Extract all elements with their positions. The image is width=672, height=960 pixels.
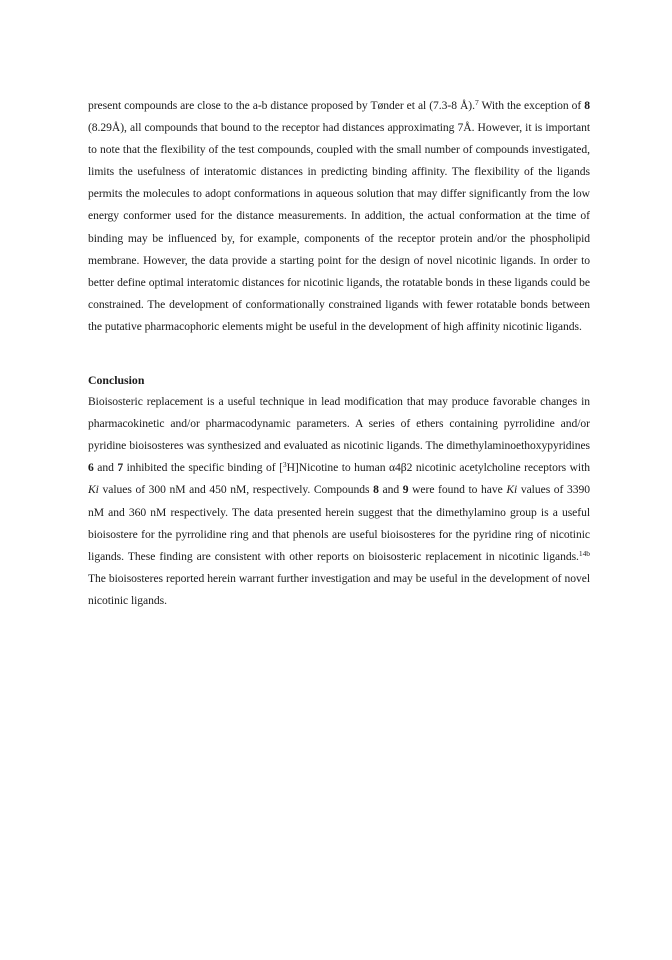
compound-8-label-conclusion: 8 (373, 483, 379, 497)
discussion-text-2b: (8.29Å), all compounds that bound to the receptor had distances approximating 7Å. However, it is important to note that the flexibility of the test compounds, coupled with the small number of compounds investigated, limits the usefulness of interatomic distances in predicting binding affinity. The flexibility of the ligands permits the molecules to adopt conformations in aqueous solution that may differ significantly from the low energy conformer used for the distance measurements. In addition, the actual conformation at the time of binding may be influenced by, for example, components of the receptor protein and/or the phospholipid membrane. However, the data provide a starting point for the design of novel nicotinic ligands. In order to better define optimal interatomic distances for nicotinic ligands, the rotatable bonds in these ligands could be constrained. The development of conformationally constrained ligands with fewer rotatable bonds between the putative pharmacophoric elements might be useful in the development of high affinity nicotinic ligands. (88, 121, 590, 333)
conclusion-text-4: H]Nicotine to human α4β2 nicotinic acetylcholine receptors with (286, 461, 591, 475)
conclusion-text-3: inhibited the specific binding of [ (123, 461, 283, 475)
reference-7: 7 (474, 98, 479, 107)
tritium-superscript: 3 (282, 460, 287, 470)
conclusion-text-8: values of 3390 nM and 360 nM respectively. The data presented herein suggest that the dimethylamino group is a useful bioisostere for the pyrrolidine ring and that phenols are useful bioisosteres for the pyridine ring of nicotinic ligands. These finding are consistent with other reports on bioisosteric replacement in nicotinic ligands. (88, 483, 590, 563)
compound-8-label: 8 (584, 99, 590, 112)
reference-14b: 14b (578, 548, 590, 558)
discussion-text-1: present compounds are close to the a-b distance proposed by Tønder et al (7.3-8 Å). (88, 99, 475, 112)
discussion-text-2a: With the exception of (478, 99, 585, 112)
conclusion-text-9: The bioisosteres reported herein warrant further investigation and may be useful in the development of novel nicotinic ligands. (88, 571, 590, 607)
conclusion-heading: Conclusion (88, 373, 145, 388)
conclusion-paragraph (88, 391, 590, 612)
compound-6-label: 6 (88, 461, 94, 475)
conclusion-text-2: and (93, 461, 118, 475)
document-page (88, 95, 590, 612)
conclusion-text-7: were found to have (408, 483, 507, 497)
ki-term-2: Ki (506, 483, 518, 497)
conclusion-text-1: Bioisosteric replacement is a useful technique in lead modification that may produce favorable changes in pharmacokinetic and/or pharmacodynamic parameters. A series of ethers containing pyrrolidine and/or pyridine bioisosteres was synthesized and evaluated as nicotinic ligands. The dimethylaminoethoxypyridines (88, 395, 590, 453)
conclusion-text-6: and (378, 483, 403, 497)
discussion-paragraph (88, 95, 590, 338)
conclusion-text-5: values of 300 nM and 450 nM, respectively. Compounds (98, 483, 374, 497)
compound-7-label: 7 (117, 461, 124, 475)
ki-term-1: Ki (88, 483, 99, 497)
compound-9-label: 9 (402, 483, 409, 497)
